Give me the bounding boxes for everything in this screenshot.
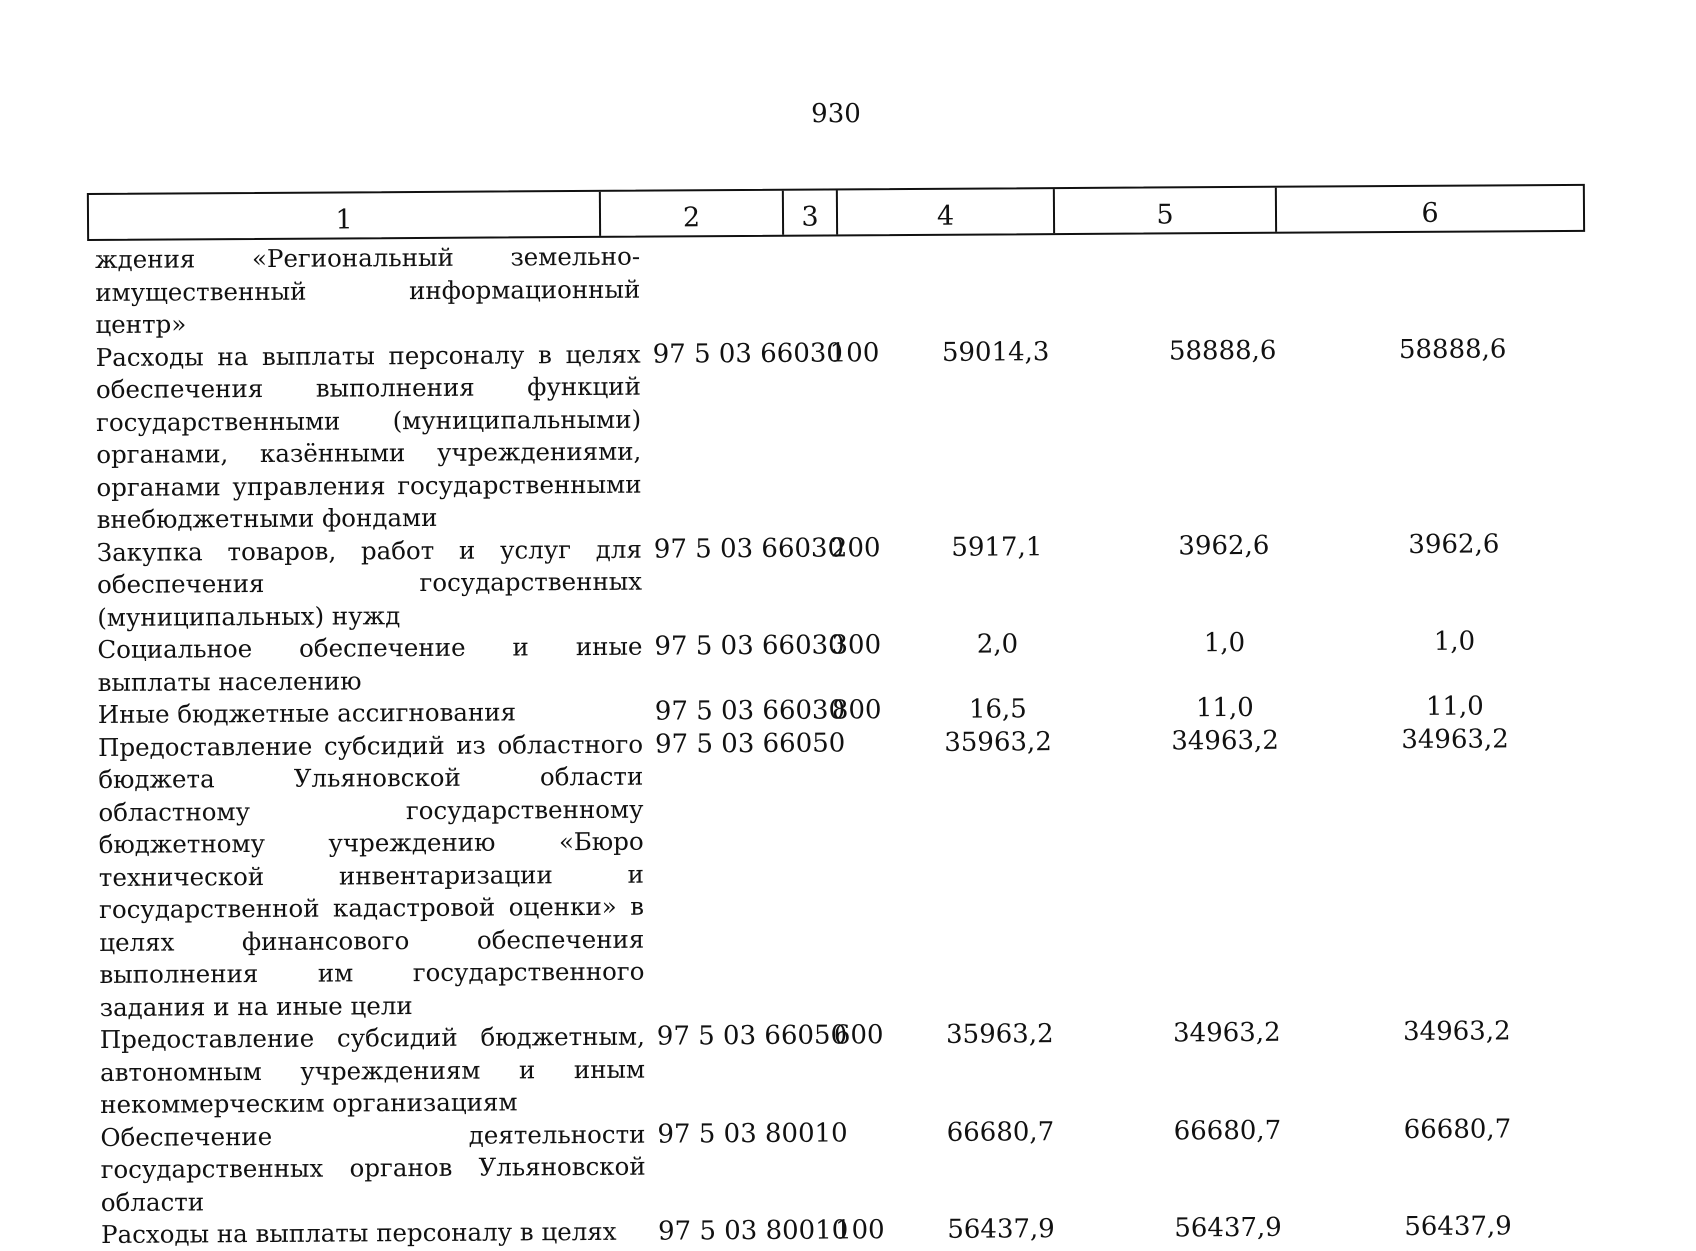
- table-body: [95, 235, 1601, 1251]
- page-number: 930: [0, 99, 1672, 129]
- row-value-6: 34963,2: [1342, 1015, 1572, 1049]
- row-value-4: 16,5: [886, 693, 1110, 727]
- row-value-4: 5917,1: [885, 530, 1109, 564]
- row-name: Социальное обеспечение и иные выплаты населению: [97, 631, 642, 699]
- row-code: 97 5 03 66030: [642, 630, 827, 664]
- row-value-6: 58888,6: [1338, 333, 1568, 367]
- row-value-5: 34963,2: [1112, 1016, 1342, 1050]
- row-code: 97 5 03 66030: [641, 337, 826, 371]
- row-name: Иные бюджетные ассигнования: [98, 696, 643, 732]
- table-row: [98, 722, 1600, 1024]
- row-name: Обеспечение деятельности государственных органов Ульяновской области: [100, 1118, 646, 1219]
- row-value-5: 34963,2: [1110, 724, 1340, 758]
- row-expense-type: 100: [826, 337, 884, 370]
- row-expense-type: 200: [827, 532, 885, 565]
- row-value-6: 56437,9: [1343, 1210, 1573, 1244]
- row-value-4: 35963,2: [886, 725, 1110, 759]
- row-code: 97 5 03 66030: [642, 532, 827, 566]
- row-expense-type: 300: [827, 629, 885, 662]
- row-value-4: 35963,2: [888, 1018, 1112, 1052]
- row-value-6: 66680,7: [1342, 1112, 1572, 1146]
- table-row: [100, 1015, 1601, 1122]
- row-name: ждения «Региональный земельно-имущественный информационный центр»: [95, 241, 641, 342]
- row-value-6: 3962,6: [1339, 528, 1569, 562]
- table-row: [95, 235, 1596, 342]
- row-code: 97 5 03 66030: [643, 695, 828, 729]
- header-col-3: 3: [784, 190, 838, 234]
- header-col-5: 5: [1055, 188, 1277, 233]
- row-code: [640, 240, 825, 241]
- table-row: [96, 332, 1597, 536]
- row-code: 97 5 03 80010: [645, 1117, 830, 1151]
- row-expense-type: 800: [828, 694, 886, 727]
- row-expense-type: 100: [831, 1214, 889, 1247]
- row-value-4: [883, 238, 1107, 239]
- row-code: 97 5 03 66050: [643, 727, 828, 761]
- header-col-4: 4: [838, 189, 1055, 234]
- row-name: Закупка товаров, работ и услуг для обеспечения государственных (муниципальных) нужд: [97, 533, 643, 634]
- header-col-6: 6: [1277, 186, 1583, 232]
- row-value-5: 58888,6: [1108, 334, 1338, 368]
- row-value-6: [1337, 235, 1567, 236]
- row-expense-type: 600: [830, 1019, 888, 1052]
- row-value-5: 56437,9: [1113, 1211, 1343, 1245]
- row-value-5: 66680,7: [1112, 1114, 1342, 1148]
- row-value-4: 2,0: [885, 628, 1109, 662]
- row-value-4: 56437,9: [889, 1213, 1113, 1247]
- row-name: Расходы на выплаты персоналу в целях: [101, 1216, 646, 1251]
- table-row: [97, 625, 1597, 699]
- row-name: Расходы на выплаты персоналу в целях обеспечения выполнения функций государственными (муниципальными) органами, казёнными учреждениями, органами управления государственными внебюджетными фондами: [96, 338, 642, 536]
- header-col-2: 2: [601, 191, 784, 236]
- table-row: [97, 527, 1598, 634]
- row-value-5: 1,0: [1109, 626, 1339, 660]
- row-value-5: [1107, 236, 1337, 237]
- row-value-4: 59014,3: [884, 335, 1108, 369]
- row-value-5: 3962,6: [1109, 529, 1339, 563]
- row-value-6: 11,0: [1340, 690, 1570, 724]
- row-name: Предоставление субсидий бюджетным, автономным учреждениям и иным некоммерческим организациям: [100, 1021, 646, 1122]
- row-name: Предоставление субсидий из областного бюджета Ульяновской области областному государственному бюджетному учреждению «Бюро технической инвентаризации и государственной кадастровой оценки» в целях финансового обеспечения выполнения им государственного задания и на иные цели: [98, 728, 645, 1024]
- row-code: 97 5 03 66050: [645, 1020, 830, 1054]
- row-value-4: 66680,7: [888, 1115, 1112, 1149]
- row-value-6: 1,0: [1339, 625, 1569, 659]
- table-header: [87, 184, 1585, 241]
- row-value-5: 11,0: [1110, 691, 1340, 725]
- row-code: 97 5 03 80010: [646, 1215, 831, 1249]
- row-value-6: 34963,2: [1340, 722, 1570, 756]
- table-row: [100, 1112, 1601, 1219]
- header-col-1: 1: [89, 192, 601, 239]
